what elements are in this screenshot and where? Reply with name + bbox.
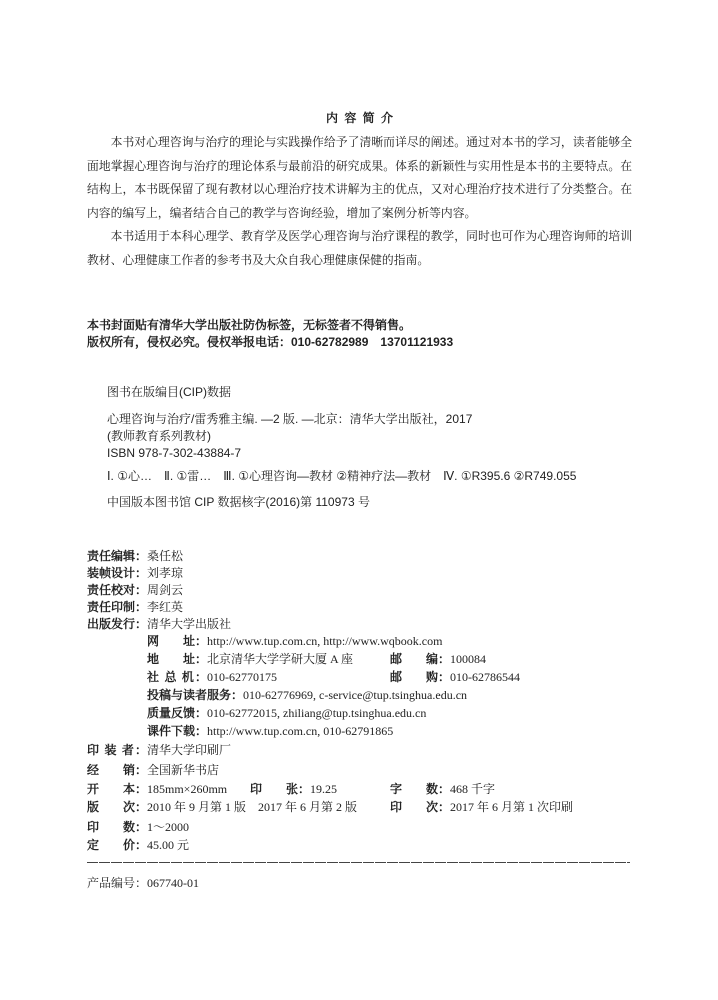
credit-value: 全国新华书店: [147, 763, 220, 777]
credit-word-count: [390, 780, 495, 798]
credit-label: 定 价：: [87, 838, 148, 852]
cip-line: ISBN 978-7-302-43884-7: [107, 446, 242, 460]
credit-proofreader: [87, 581, 183, 599]
credit-label: 社 总 机：: [147, 670, 207, 684]
credit-address: [147, 650, 353, 668]
credit-sheets: [250, 780, 337, 798]
credit-label: 地 址：: [147, 652, 208, 666]
product-code-value: 067740-01: [147, 876, 200, 890]
credit-label: 邮 购：: [390, 670, 451, 684]
credit-designer: [87, 564, 183, 582]
credit-label: 课件下载：: [147, 724, 208, 738]
credit-label: 邮 编：: [390, 652, 451, 666]
credit-publisher: [87, 615, 231, 633]
credit-value: 1～2000: [147, 820, 190, 834]
credit-label: 版 次：: [87, 800, 148, 814]
credit-impression: [390, 798, 573, 816]
credit-value: 010-62786544: [450, 670, 521, 684]
credit-website: [147, 632, 442, 650]
credit-label: 印 装 者：: [87, 743, 147, 757]
credit-editor: [87, 547, 183, 565]
credit-label: 责任校对：: [87, 583, 148, 597]
summary-body: [87, 131, 632, 272]
credit-value: 468 千字: [450, 782, 496, 796]
credit-value: 185mm×260mm: [147, 782, 228, 796]
credit-value: 清华大学出版社: [147, 617, 232, 631]
credit-format: [87, 780, 227, 798]
dashed-divider: [87, 862, 630, 863]
product-code-label: 产品编号：: [87, 876, 148, 890]
credit-label: 质量反馈：: [147, 706, 208, 720]
credit-label: 装帧设计：: [87, 566, 148, 580]
credit-value: http://www.tup.com.cn, http://www.wqbook.com: [207, 634, 443, 648]
credit-label: 出版发行：: [87, 617, 148, 631]
credit-label: 字 数：: [390, 782, 451, 796]
summary-title: 内 容 简 介: [325, 111, 393, 125]
credit-label: 投稿与读者服务：: [147, 688, 244, 702]
credit-value: 19.25: [310, 782, 338, 796]
credit-label: 开 本：: [87, 782, 148, 796]
cip-record: 中国版本图书馆 CIP 数据核字(2016)第 110973 号: [107, 495, 370, 509]
credit-value: 刘孝琼: [147, 566, 184, 580]
credit-value: 李红英: [147, 600, 184, 614]
cip-line: (教师教育系列教材): [107, 429, 211, 443]
credit-value: 清华大学印刷厂: [147, 743, 232, 757]
cip-lines: [107, 411, 667, 462]
credit-distributor: [87, 761, 219, 779]
credit-value: 桑任松: [147, 549, 184, 563]
credit-value: 2017 年 6 月第 1 次印刷: [450, 800, 574, 814]
anti-counterfeit-notice: 本书封面贴有清华大学出版社防伪标签，无标签者不得销售。: [87, 318, 412, 332]
credit-label: 网 址：: [147, 634, 208, 648]
cip-classification: Ⅰ. ①心… Ⅱ. ①雷… Ⅲ. ①心理咨询—教材 ②精神疗法—教材 Ⅳ. ①R395.6 ②R749.055: [107, 469, 577, 483]
credit-switchboard: [147, 668, 277, 686]
credit-value: 北京清华大学学研大厦 A 座: [207, 652, 354, 666]
rights-notice: 版权所有，侵权必究。侵权举报电话：010-62782989 13701121933: [87, 335, 454, 349]
cip-line: 心理咨询与治疗/雷秀雅主编. —2 版. —北京：清华大学出版社，2017: [107, 412, 473, 426]
credit-value: 45.00 元: [147, 838, 190, 852]
credit-label: 责任编辑：: [87, 549, 148, 563]
credit-value: 2010 年 9 月第 1 版 2017 年 6 月第 2 版: [147, 800, 358, 814]
credit-printer: [87, 741, 231, 759]
credit-courseware: [147, 722, 393, 740]
credit-print-manager: [87, 598, 183, 616]
copyright-notices: [87, 317, 647, 351]
credit-value: 010-62772015, zhiliang@tup.tsinghua.edu.cn: [207, 706, 427, 720]
credit-print-run: [87, 818, 189, 836]
credit-label: 印 数：: [87, 820, 148, 834]
credit-label: 印 张：: [250, 782, 311, 796]
credit-feedback: [147, 704, 426, 722]
credit-value: 100084: [450, 652, 487, 666]
credit-mail-order: [390, 668, 520, 686]
summary-paragraph: 本书适用于本科心理学、教育学及医学心理咨询与治疗课程的教学，同时也可作为心理咨询师的培训教材、心理健康工作者的参考书及大众自我心理健康保健的指南。: [87, 229, 632, 267]
credit-edition: [87, 798, 357, 816]
credit-value: 周剑云: [147, 583, 184, 597]
credit-label: 经 销：: [87, 763, 148, 777]
summary-paragraph: 本书对心理咨询与治疗的理论与实践操作给予了清晰而详尽的阐述。通过对本书的学习，读者能够全面地掌握心理咨询与治疗的理论体系与最前沿的研究成果。体系的新颖性与实用性是本书的主要特点。在结构上，本书既保留了现有教材以心理治疗技术讲解为主的优点，又对心理治疗技术进行了分类整合。在内容的编写上，编者结合自己的教学与咨询经验，增加了案例分析等内容。: [87, 135, 632, 220]
credit-postcode: [390, 650, 486, 668]
credit-label: 责任印制：: [87, 600, 148, 614]
cip-heading: 图书在版编目(CIP)数据: [107, 385, 231, 399]
credit-value: 010-62776969, c-service@tup.tsinghua.edu.cn: [243, 688, 468, 702]
credit-value: http://www.tup.com.cn, 010-62791865: [207, 724, 394, 738]
product-code: [87, 874, 199, 892]
credit-value: 010-62770175: [207, 670, 277, 684]
credit-label: 印 次：: [390, 800, 451, 814]
credit-price: [87, 836, 189, 854]
credit-submission: [147, 686, 467, 704]
